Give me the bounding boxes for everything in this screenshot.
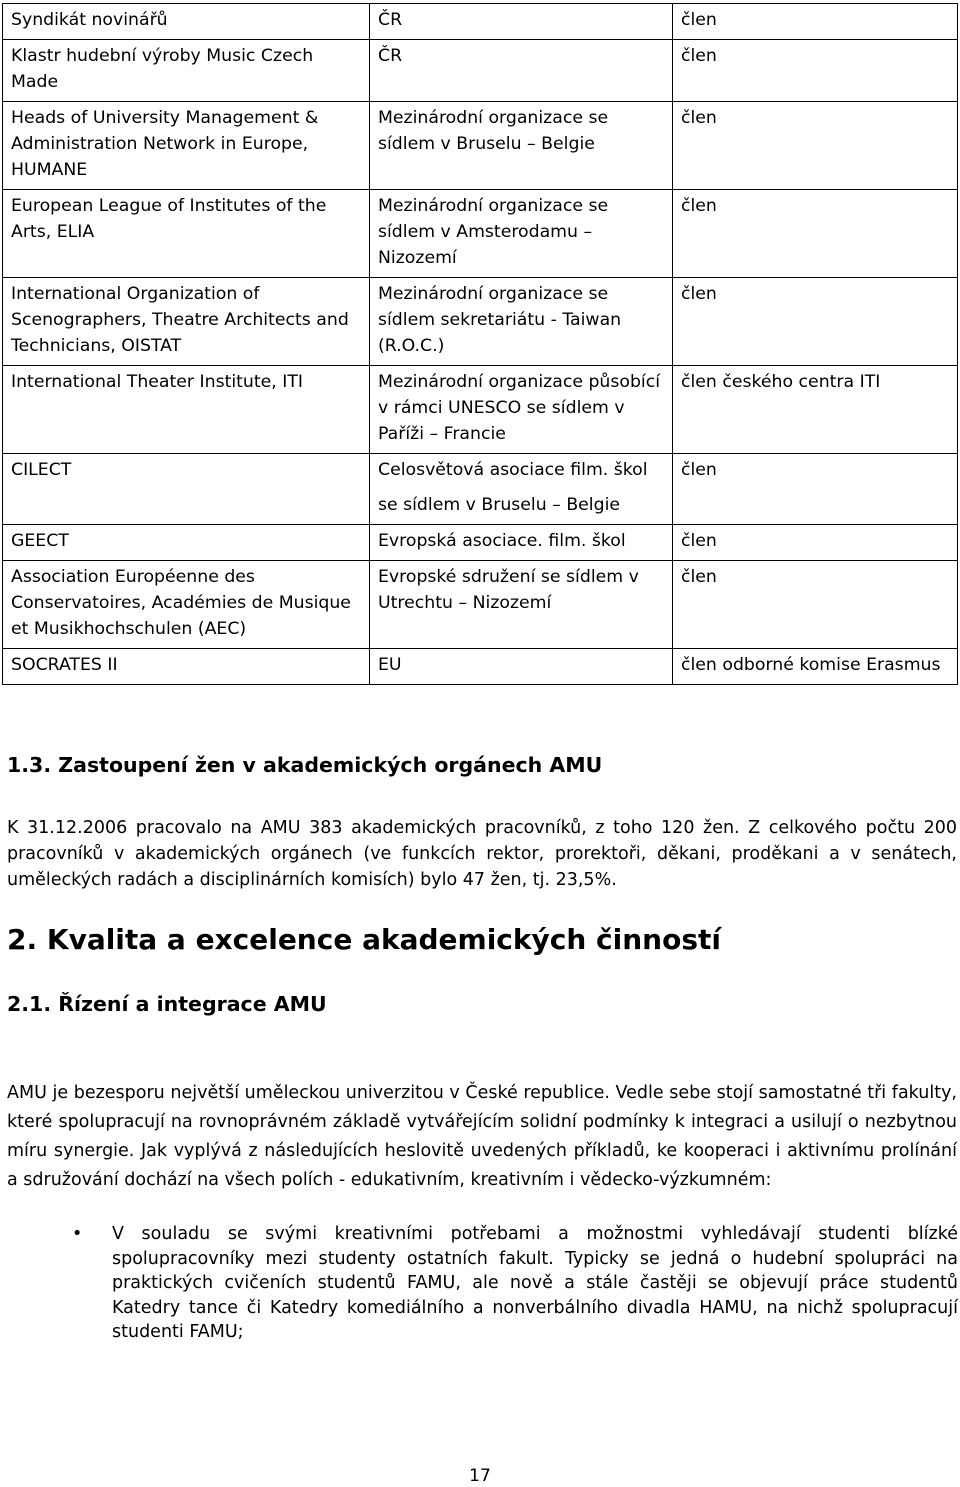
org-type: Celosvětová asociace film. škol xyxy=(370,454,673,490)
page-number: 17 xyxy=(469,1466,491,1486)
org-type: Mezinárodní organizace se sídlem v Amsterodamu – Nizozemí xyxy=(370,190,673,278)
org-type: Mezinárodní organizace se sídlem v Bruselu – Belgie xyxy=(370,102,673,190)
org-type: Mezinárodní organizace působící v rámci UNESCO se sídlem v Paříži – Francie xyxy=(370,366,673,454)
org-name: GEECT xyxy=(3,525,370,561)
table-row xyxy=(3,102,958,190)
org-role: člen xyxy=(673,190,958,278)
org-role: člen českého centra ITI xyxy=(673,366,958,454)
org-role: člen xyxy=(673,525,958,561)
org-type: Mezinárodní organizace se sídlem sekretariátu - Taiwan (R.O.C.) xyxy=(370,278,673,366)
org-role: člen xyxy=(673,561,958,649)
bullet-icon: • xyxy=(72,1224,83,1244)
table-row xyxy=(3,525,958,561)
table-row xyxy=(3,4,958,40)
list-item xyxy=(72,1222,958,1345)
org-role: člen xyxy=(673,454,958,490)
list-item-text: V souladu se svými kreativními potřebami a možnostmi vyhledávají studenti blízké spolupracovníky mezi studenty ostatních fakult. Typicky se jedná o hudební spolupráci na praktických cvičeních studentů FAMU, ale nově a stále častěji se objevují práce studentů Katedry tance či Katedry komediálního a nonverbálního divadla HAMU, na nichž spolupracují studenti FAMU; xyxy=(112,1224,958,1342)
org-type: ČR xyxy=(370,4,673,40)
table-row xyxy=(3,561,958,649)
org-name: International Theater Institute, ITI xyxy=(3,366,370,454)
table-row xyxy=(3,278,958,366)
section-2-heading: 2. Kvalita a excelence akademických činností xyxy=(7,923,721,956)
org-type: EU xyxy=(370,649,673,685)
section-1-3-heading: 1.3. Zastoupení žen v akademických orgánech AMU xyxy=(7,753,603,777)
table-row-continuation xyxy=(3,489,958,525)
membership-table xyxy=(2,3,958,685)
org-name xyxy=(3,489,370,525)
table-row xyxy=(3,190,958,278)
org-type: Evropská asociace. film. škol xyxy=(370,525,673,561)
table-row xyxy=(3,454,958,490)
org-role: člen xyxy=(673,40,958,102)
org-role: člen odborné komise Erasmus xyxy=(673,649,958,685)
bullet-list xyxy=(0,1222,958,1345)
table-row xyxy=(3,40,958,102)
table-row xyxy=(3,649,958,685)
org-name: CILECT xyxy=(3,454,370,490)
org-type: ČR xyxy=(370,40,673,102)
section-1-3-paragraph: K 31.12.2006 pracovalo na AMU 383 akademických pracovníků, z toho 120 žen. Z celkového počtu 200 pracovníků v akademických orgánech (ve funkcích rektor, prorektoři, děkani, proděkani a v senátech, uměleckých radách a disciplinárních komisích) bylo 47 žen, tj. 23,5%. xyxy=(7,818,957,890)
org-role xyxy=(673,489,958,525)
table-row xyxy=(3,366,958,454)
section-2-1-heading: 2.1. Řízení a integrace AMU xyxy=(7,992,327,1016)
org-role: člen xyxy=(673,4,958,40)
org-name: Heads of University Management & Administration Network in Europe, HUMANE xyxy=(3,102,370,190)
org-name: Klastr hudební výroby Music Czech Made xyxy=(3,40,370,102)
org-name: SOCRATES II xyxy=(3,649,370,685)
org-name: Association Européenne des Conservatoires, Académies de Musique et Musikhochschulen (AEC) xyxy=(3,561,370,649)
section-2-1-paragraph: AMU je bezesporu největší uměleckou univerzitou v České republice. Vedle sebe stojí samostatné tři fakulty, které spolupracují na rovnoprávném základě vytvářejícím solidní podmínky k integraci a usilují o nezbytnou míru synergie. Jak vyplývá z následujících heslovitě uvedených příkladů, ke kooperaci i aktivnímu prolínání a sdružování dochází na všech polích - edukativním, kreativním i vědecko-výzkumném: xyxy=(7,1083,957,1190)
org-name: Syndikát novinářů xyxy=(3,4,370,40)
org-role: člen xyxy=(673,102,958,190)
org-type: se sídlem v Bruselu – Belgie xyxy=(370,489,673,525)
org-role: člen xyxy=(673,278,958,366)
org-name: European League of Institutes of the Arts, ELIA xyxy=(3,190,370,278)
org-type: Evropské sdružení se sídlem v Utrechtu – Nizozemí xyxy=(370,561,673,649)
org-name: International Organization of Scenographers, Theatre Architects and Technicians, OISTAT xyxy=(3,278,370,366)
